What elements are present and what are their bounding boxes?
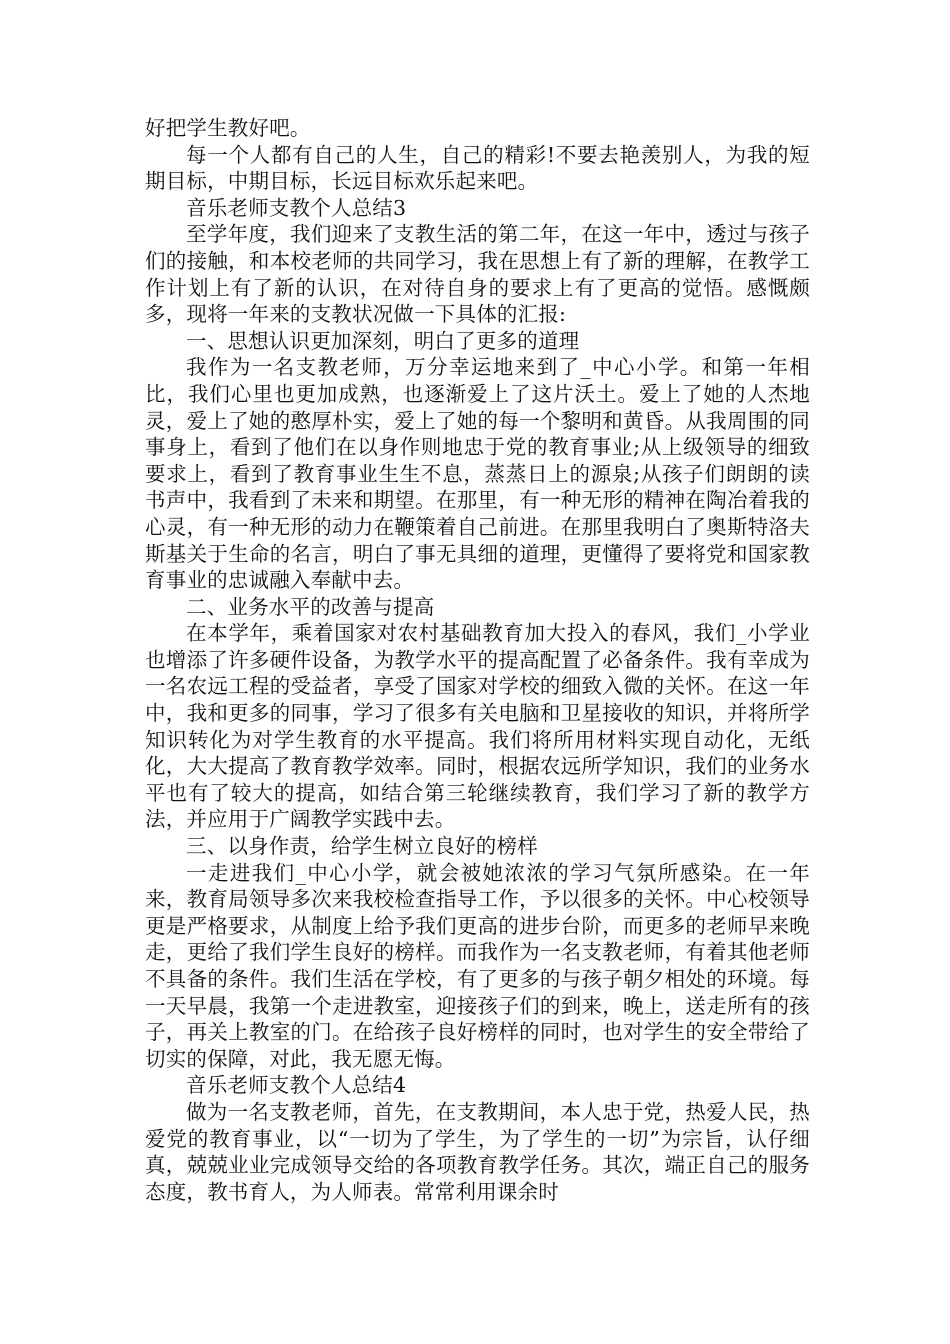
paragraph-role-model: 一走进我们_中心小学，就会被她浓浓的学习气氛所感染。在一年来，教育局领导多次来我校检查指导工作，予以很多的关怀。中心校领导更是严格要求，从制度上给予我们更高的进步台阶，而更多的老师早来晚走，更给了我们学生良好的榜样。而我作为一名支教老师，有着其他老师不具备的条件。我们生活在学校，有了更多的与孩子朝夕相处的环境。每一天早晨，我第一个走进教室，迎接孩子们的到来，晚上，送走所有的孩子，再关上教室的门。在给孩子良好榜样的同时，也对学生的安全带给了切实的保障，对此，我无愿无悔。 xyxy=(145,860,810,1071)
paragraph-thought: 我作为一名支教老师，万分幸运地来到了_中心小学。和第一年相比，我们心里也更加成熟，也逐渐爱上了这片沃土。爱上了她的人杰地灵，爱上了她的憨厚朴实，爱上了她的每一个黎明和黄昏。从我周围的同事身上，看到了他们在以身作则地忠于党的教育事业;从上级领导的细致要求上，看到了教育事业生生不息，蒸蒸日上的源泉;从孩子们朗朗的读书声中，我看到了未来和期望。在那里，有一种无形的精神在陶冶着我的心灵，有一种无形的动力在鞭策着自己前进。在那里我明白了奥斯特洛夫斯基关于生命的名言，明白了事无具细的道理，更懂得了要将党和国家教育事业的忠诚融入奉献中去。 xyxy=(145,355,810,593)
paragraph-business-level: 在本学年，乘着国家对农村基础教育加大投入的春风，我们_小学业也增添了许多硬件设备，为教学水平的提高配置了必备条件。我有幸成为一名农远工程的受益者，享受了国家对学校的细致入微的关怀。在这一年中，我和更多的同事，学习了很多有关电脑和卫星接收的知识，并将所学知识转化为对学生教育的水平提高。我们将所用材料实现自动化，无纸化，大大提高了教育教学效率。同时，根据农远所学知识，我们的业务水平也有了较大的提高，如结合第三轮继续教育，我们学习了新的教学方法，并应用于广阔教学实践中去。 xyxy=(145,621,810,832)
section-title-summary-3: 音乐老师支教个人总结3 xyxy=(186,195,407,220)
subheading-business-level: 二、业务水平的改善与提高 xyxy=(186,594,435,619)
subheading-thought: 一、思想认识更加深刻，明白了更多的道理 xyxy=(186,328,580,353)
paragraph-closing-line: 好把学生教好吧。 xyxy=(145,116,311,140)
paragraph-summary-4: 做为一名支教老师，首先，在支教期间，本人忠于党，热爱人民，热爱党的教育事业，以“一切为了学生，为了学生的一切”为宗旨，认仔细真，兢兢业业完成领导交给的各项教育教学任务。其次，端正自己的服务态度，教书育人，为人师表。常常利用课余时 xyxy=(145,1099,810,1204)
paragraph-goals: 每一个人都有自己的人生，自己的精彩!不要去艳羡别人，为我的短期目标，中期目标，长远目标欢乐起来吧。 xyxy=(145,142,810,194)
subheading-role-model: 三、以身作责，给学生树立良好的榜样 xyxy=(186,834,538,859)
section-title-summary-4: 音乐老师支教个人总结4 xyxy=(186,1073,407,1098)
paragraph-intro-second-year: 至学年度，我们迎来了支教生活的第二年，在这一年中，透过与孩子们的接触，和本校老师的共同学习，我在思想上有了新的理解，在教学工作计划上有了新的认识，在对待自身的要求上有了更高的觉悟。感慨颇多，现将一年来的支教状况做一下具体的汇报: xyxy=(145,222,810,327)
document-page xyxy=(145,115,810,1205)
